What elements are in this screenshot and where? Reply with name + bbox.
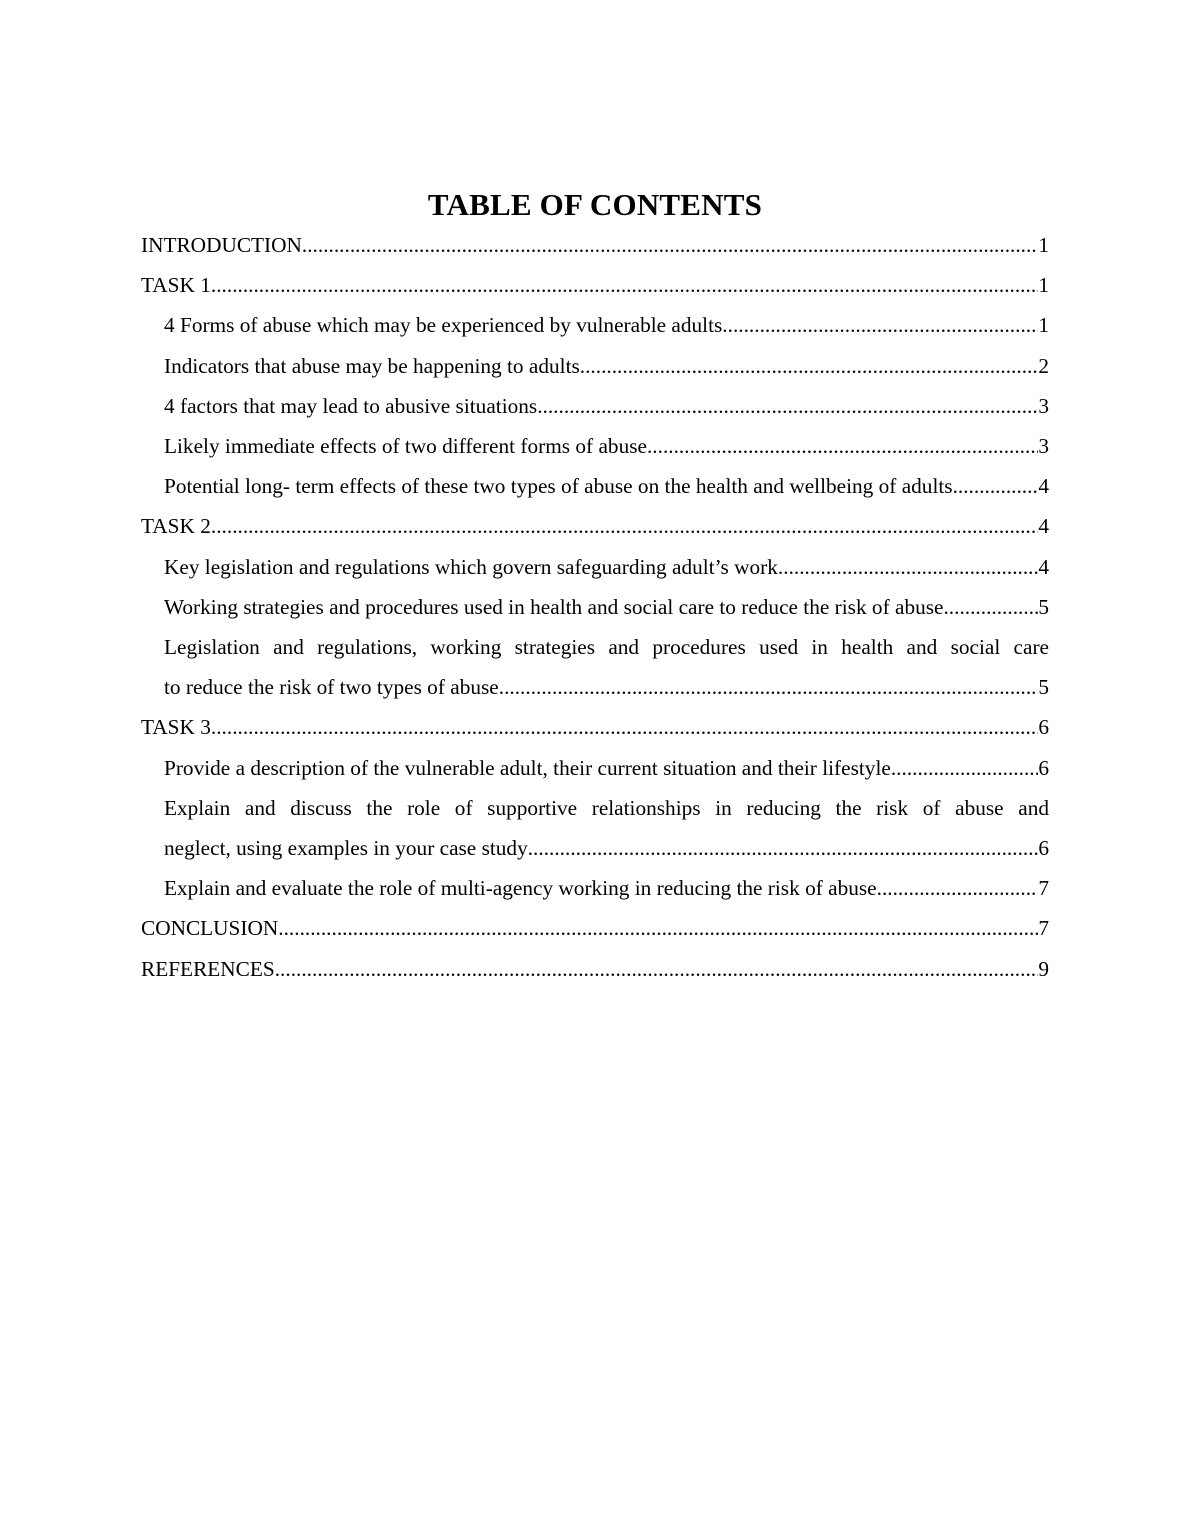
toc-leader-dots: [943, 587, 1038, 627]
toc-leader-dots: [211, 506, 1038, 546]
toc-entry-working-strategies[interactable]: [141, 587, 1049, 627]
toc-page-number: 4: [1038, 474, 1049, 499]
toc-entry-text: Explain and evaluate the role of multi-agency working in reducing the risk of abuse: [164, 876, 877, 901]
toc-entry-text: 4 Forms of abuse which may be experienced by vulnerable adults: [164, 313, 723, 338]
toc-page-number: 6: [1038, 755, 1049, 780]
toc-page-number: 5: [1038, 675, 1049, 700]
toc-entry-legislation-strategies[interactable]: [141, 627, 1049, 707]
toc-page-number: 9: [1038, 956, 1049, 981]
toc-entry-introduction[interactable]: [141, 225, 1049, 265]
toc-entry-text: INTRODUCTION: [141, 233, 302, 257]
toc-leader-dots: [958, 466, 1038, 506]
toc-entry-task-3[interactable]: [141, 707, 1049, 747]
toc-leader-dots: [499, 667, 1039, 707]
toc-entry-supportive-relationships[interactable]: [141, 788, 1049, 868]
toc-page-number: 7: [1038, 876, 1049, 901]
toc-page-number: 4: [1038, 554, 1049, 579]
toc-leader-dots: [302, 225, 1038, 265]
toc-entry-text: TASK 3: [141, 715, 211, 740]
toc-entry-task-1[interactable]: [141, 265, 1049, 305]
toc-leader-dots: [891, 748, 1039, 788]
toc-entry-indicators[interactable]: [141, 346, 1049, 386]
toc-entry-text: CONCLUSION: [141, 916, 279, 941]
toc-entry-text: Working strategies and procedures used in health and social care to reduce the risk of abuse: [164, 594, 944, 619]
toc-entry-text: 4 factors that may lead to abusive situations: [164, 393, 538, 418]
toc-leader-dots: [722, 305, 1038, 345]
toc-entry-task-2[interactable]: [141, 506, 1049, 546]
toc-page-number: 6: [1038, 715, 1049, 740]
document-page: [141, 185, 1049, 989]
toc-page-number: 5: [1038, 594, 1049, 619]
toc-entry-immediate-effects[interactable]: [141, 426, 1049, 466]
toc-entry-text: Indicators that abuse may be happening to adults: [164, 353, 580, 378]
toc-page-number: 1: [1038, 273, 1049, 298]
toc-entry-vulnerable-adult-description[interactable]: [141, 748, 1049, 788]
toc-page-number: 1: [1038, 233, 1049, 257]
toc-entry-text: Key legislation and regulations which govern safeguarding adult’s work: [164, 554, 778, 579]
toc-leader-dots: [211, 707, 1038, 747]
toc-entry-text: Likely immediate effects of two different forms of abuse: [164, 434, 647, 459]
toc-leader-dots: [778, 547, 1038, 587]
toc-entry-text: Potential long- term effects of these two types of abuse on the health and wellbeing of adults.: [164, 474, 958, 499]
toc-entry-long-term-effects[interactable]: [141, 466, 1049, 506]
toc-entry-forms-of-abuse[interactable]: [141, 305, 1049, 345]
toc-entry-text: REFERENCES: [141, 956, 275, 981]
toc-page-number: 1: [1038, 313, 1049, 338]
toc-entry-factors[interactable]: [141, 386, 1049, 426]
toc-entry-multi-agency[interactable]: [141, 868, 1049, 908]
toc-entry-text: TASK 2: [141, 514, 211, 539]
toc-leader-dots: [537, 386, 1038, 426]
toc-list: [141, 225, 1049, 989]
toc-page-number: 2: [1038, 353, 1049, 378]
toc-leader-dots: [877, 868, 1039, 908]
toc-leader-dots: [278, 908, 1038, 948]
toc-entry-key-legislation[interactable]: [141, 547, 1049, 587]
toc-page-number: 3: [1038, 434, 1049, 459]
toc-leader-dots: [528, 828, 1039, 868]
toc-entry-text-line-1: Legislation and regulations, working strategies and procedures used in health and social care: [164, 635, 1049, 660]
toc-entry-text: TASK 1: [141, 273, 211, 298]
toc-leader-dots: [580, 346, 1039, 386]
toc-entry-text-line-2: to reduce the risk of two types of abuse: [164, 675, 499, 700]
toc-page-number: 4: [1038, 514, 1049, 539]
toc-entry-conclusion[interactable]: [141, 908, 1049, 948]
toc-page-number: 7: [1038, 916, 1049, 941]
toc-entry-text-line-2: neglect, using examples in your case study: [164, 836, 528, 861]
toc-page-number: 3: [1038, 393, 1049, 418]
toc-entry-text: Provide a description of the vulnerable adult, their current situation and their lifestyle: [164, 755, 891, 780]
toc-entry-text-line-1: Explain and discuss the role of supportive relationships in reducing the risk of abuse and: [164, 795, 1049, 820]
page-title: TABLE OF CONTENTS: [427, 187, 763, 222]
toc-leader-dots: [211, 265, 1038, 305]
toc-leader-dots: [647, 426, 1038, 466]
toc-page-number: 6: [1038, 836, 1049, 861]
toc-leader-dots: [275, 949, 1039, 989]
toc-entry-references[interactable]: [141, 949, 1049, 989]
